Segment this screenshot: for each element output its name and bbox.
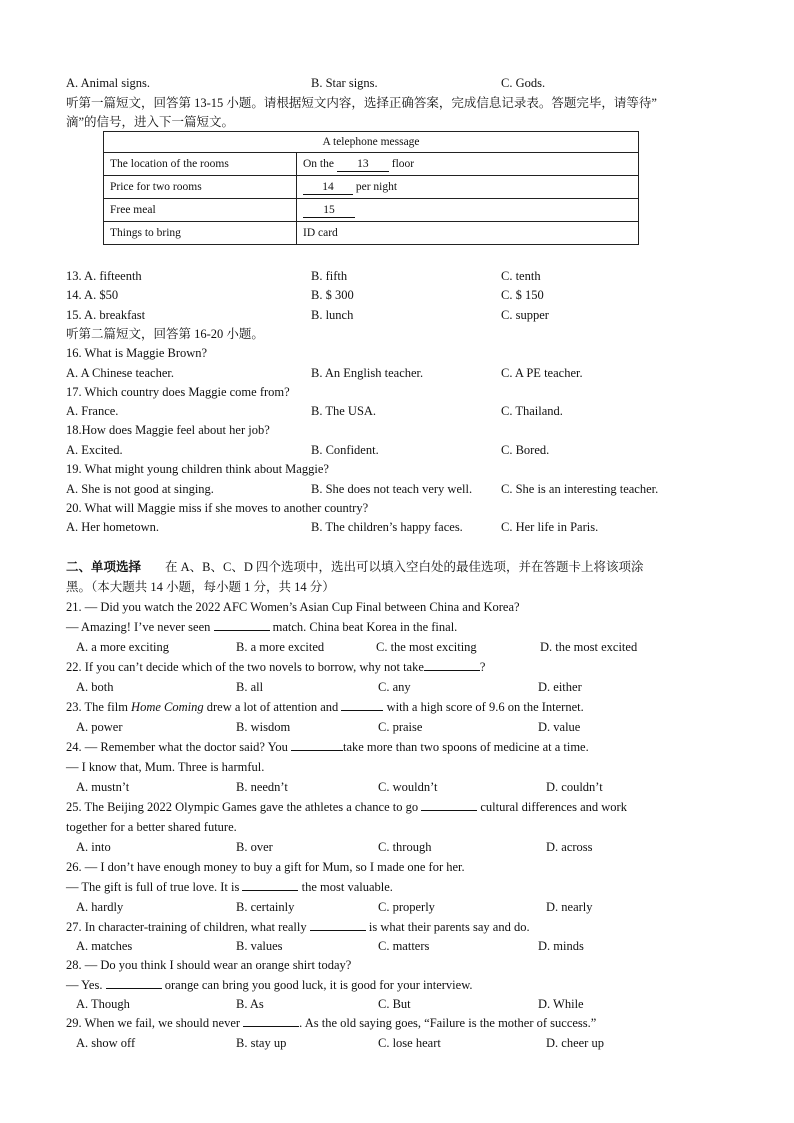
- q25-option-a: A. into: [76, 840, 111, 854]
- q26-option-a: A. hardly: [76, 900, 124, 914]
- table-key: Things to bring: [104, 222, 297, 245]
- section-2-instruction-b: 黑。（本大题共 14 小题，每小题 1 分，共 14 分）: [66, 580, 335, 594]
- q15-option-c: C. supper: [501, 308, 549, 322]
- q26-stem-b: — The gift is full of true love. It is the most valuable.: [66, 880, 393, 894]
- table-row: [104, 199, 639, 222]
- q29-option-d: D. cheer up: [546, 1036, 604, 1050]
- q29-option-b: B. stay up: [236, 1036, 287, 1050]
- q29-option-a: A. show off: [76, 1036, 136, 1050]
- answer-blank: [310, 930, 366, 931]
- q26-option-b: B. certainly: [236, 900, 295, 914]
- q18-stem: 18.How does Maggie feel about her job?: [66, 423, 270, 437]
- q23-option-b: B. wisdom: [236, 720, 291, 734]
- q21-stem-a: 21. — Did you watch the 2022 AFC Women’s Asian Cup Final between China and Korea?: [66, 600, 520, 614]
- q14-option-c: C. $ 150: [501, 288, 544, 302]
- q12-option-b: B. Star signs.: [311, 76, 378, 90]
- answer-blank: [341, 710, 383, 711]
- q24-stem-b: — I know that, Mum. Three is harmful.: [66, 760, 265, 774]
- q28-option-a: A. Though: [76, 997, 130, 1011]
- answer-blank-13: 13: [337, 157, 389, 172]
- q22-option-d: D. either: [538, 680, 582, 694]
- q20-option-b: B. The children’s happy faces.: [311, 520, 463, 534]
- q25-option-c: C. through: [378, 840, 432, 854]
- q13-option-a: 13. A. fifteenth: [66, 269, 142, 283]
- table-row: [104, 153, 639, 176]
- listening-instruction-1b: 滴”的信号，进入下一篇短文。: [66, 115, 235, 129]
- q18-option-b: B. Confident.: [311, 443, 379, 457]
- table-value: 14 per night: [297, 176, 639, 199]
- q27-option-c: C. matters: [378, 939, 430, 953]
- q24-option-b: B. needn’t: [236, 780, 288, 794]
- q23-option-d: D. value: [538, 720, 581, 734]
- table-value: ID card: [297, 222, 639, 245]
- q17-stem: 17. Which country does Maggie come from?: [66, 385, 290, 399]
- q27-option-d: D. minds: [538, 939, 584, 953]
- q19-option-c: C. She is an interesting teacher.: [501, 482, 659, 496]
- q22-option-b: B. all: [236, 680, 264, 694]
- q14-option-a: 14. A. $50: [66, 288, 119, 302]
- q24-option-d: D. couldn’t: [546, 780, 603, 794]
- listening-instruction-1: 听第一篇短文，回答第 13-15 小题。请根据短文内容，选择正确答案，完成信息记录表。答题完毕，请等待”: [66, 96, 657, 110]
- q14-option-b: B. $ 300: [311, 288, 354, 302]
- q17-option-a: A. France.: [66, 404, 119, 418]
- q29-stem: 29. When we fail, we should never . As the old saying goes, “Failure is the mother of success.”: [66, 1016, 597, 1030]
- q19-option-a: A. She is not good at singing.: [66, 482, 214, 496]
- q19-option-b: B. She does not teach very well.: [311, 482, 473, 496]
- q16-stem: 16. What is Maggie Brown?: [66, 346, 208, 360]
- q16-option-a: A. A Chinese teacher.: [66, 366, 174, 380]
- q13-option-c: C. tenth: [501, 269, 541, 283]
- q28-stem-a: 28. — Do you think I should wear an orange shirt today?: [66, 958, 352, 972]
- q23-option-c: C. praise: [378, 720, 423, 734]
- q15-option-a: 15. A. breakfast: [66, 308, 146, 322]
- q17-option-c: C. Thailand.: [501, 404, 563, 418]
- section-2-instruction: 在 A、B、C、D 四个选项中，选出可以填入空白处的最佳选项，并在答题卡上将该项涂: [165, 560, 644, 574]
- q19-stem: 19. What might young children think about Maggie?: [66, 462, 329, 476]
- q22-stem: 22. If you can’t decide which of the two novels to borrow, why not take ?: [66, 660, 486, 674]
- q20-option-c: C. Her life in Paris.: [501, 520, 599, 534]
- q26-option-d: D. nearly: [546, 900, 593, 914]
- answer-blank: [243, 1026, 299, 1027]
- q26-stem-a: 26. — I don’t have enough money to buy a gift for Mum, so I made one for her.: [66, 860, 465, 874]
- section-2-heading: [66, 559, 754, 575]
- table-row: [104, 176, 639, 199]
- q21-option-d: D. the most excited: [540, 640, 638, 654]
- q23-option-a: A. power: [76, 720, 123, 734]
- q24-stem-a: 24. — Remember what the doctor said? You take more than two spoons of medicine at a time.: [66, 740, 589, 754]
- answer-blank-14: 14: [303, 180, 353, 195]
- q25-option-d: D. across: [546, 840, 593, 854]
- q25-stem-a: 25. The Beijing 2022 Olympic Games gave the athletes a chance to go cultural differences and work: [66, 800, 627, 814]
- answer-blank: [291, 750, 343, 751]
- answer-blank: [214, 630, 270, 631]
- answer-blank: [424, 670, 480, 671]
- q12-option-a: A. Animal signs.: [66, 76, 151, 90]
- q20-option-a: A. Her hometown.: [66, 520, 160, 534]
- q23-stem: 23. The film Home Coming drew a lot of attention and with a high score of 9.6 on the Internet.: [66, 700, 584, 714]
- q13-option-b: B. fifth: [311, 269, 348, 283]
- q24-option-a: A. mustn’t: [76, 780, 130, 794]
- q21-option-a: A. a more exciting: [76, 640, 170, 654]
- table-key: Price for two rooms: [104, 176, 297, 199]
- q21-option-c: C. the most exciting: [376, 640, 477, 654]
- q16-option-b: B. An English teacher.: [311, 366, 424, 380]
- q18-option-a: A. Excited.: [66, 443, 123, 457]
- q29-option-c: C. lose heart: [378, 1036, 441, 1050]
- q27-stem: 27. In character-training of children, what really is what their parents say and do.: [66, 920, 530, 934]
- table-title: A telephone message: [104, 132, 639, 153]
- q28-option-d: D. While: [538, 997, 584, 1011]
- q12-option-c: C. Gods.: [501, 76, 546, 90]
- q20-stem: 20. What will Maggie miss if she moves to another country?: [66, 501, 369, 515]
- q22-option-c: C. any: [378, 680, 411, 694]
- section-2-title: 二、单项选择: [66, 560, 142, 574]
- listening-instruction-2: 听第二篇短文，回答第 16-20 小题。: [66, 327, 264, 341]
- q18-option-c: C. Bored.: [501, 443, 550, 457]
- q26-option-c: C. properly: [378, 900, 435, 914]
- table-value: On the 13 floor: [297, 153, 639, 176]
- q21-stem-b: — Amazing! I’ve never seen match. China beat Korea in the final.: [66, 620, 458, 634]
- q22-option-a: A. both: [76, 680, 114, 694]
- q17-option-b: B. The USA.: [311, 404, 377, 418]
- q27-option-a: A. matches: [76, 939, 133, 953]
- telephone-message-table: [103, 131, 639, 245]
- table-key: The location of the rooms: [104, 153, 297, 176]
- q24-option-c: C. wouldn’t: [378, 780, 438, 794]
- answer-blank: [421, 810, 477, 811]
- table-value: [297, 199, 639, 222]
- answer-blank: [242, 890, 298, 891]
- q28-stem-b: — Yes. orange can bring you good luck, it is good for your interview.: [66, 978, 473, 992]
- q16-option-c: C. A PE teacher.: [501, 366, 583, 380]
- q21-option-b: B. a more excited: [236, 640, 325, 654]
- q27-option-b: B. values: [236, 939, 283, 953]
- answer-blank: [106, 988, 162, 989]
- answer-blank-15: 15: [303, 203, 355, 218]
- q25-option-b: B. over: [236, 840, 273, 854]
- q28-option-b: B. As: [236, 997, 264, 1011]
- q28-option-c: C. But: [378, 997, 411, 1011]
- q25-stem-b: together for a better shared future.: [66, 820, 237, 834]
- table-key: Free meal: [104, 199, 297, 222]
- q15-option-b: B. lunch: [311, 308, 354, 322]
- table-row: [104, 222, 639, 245]
